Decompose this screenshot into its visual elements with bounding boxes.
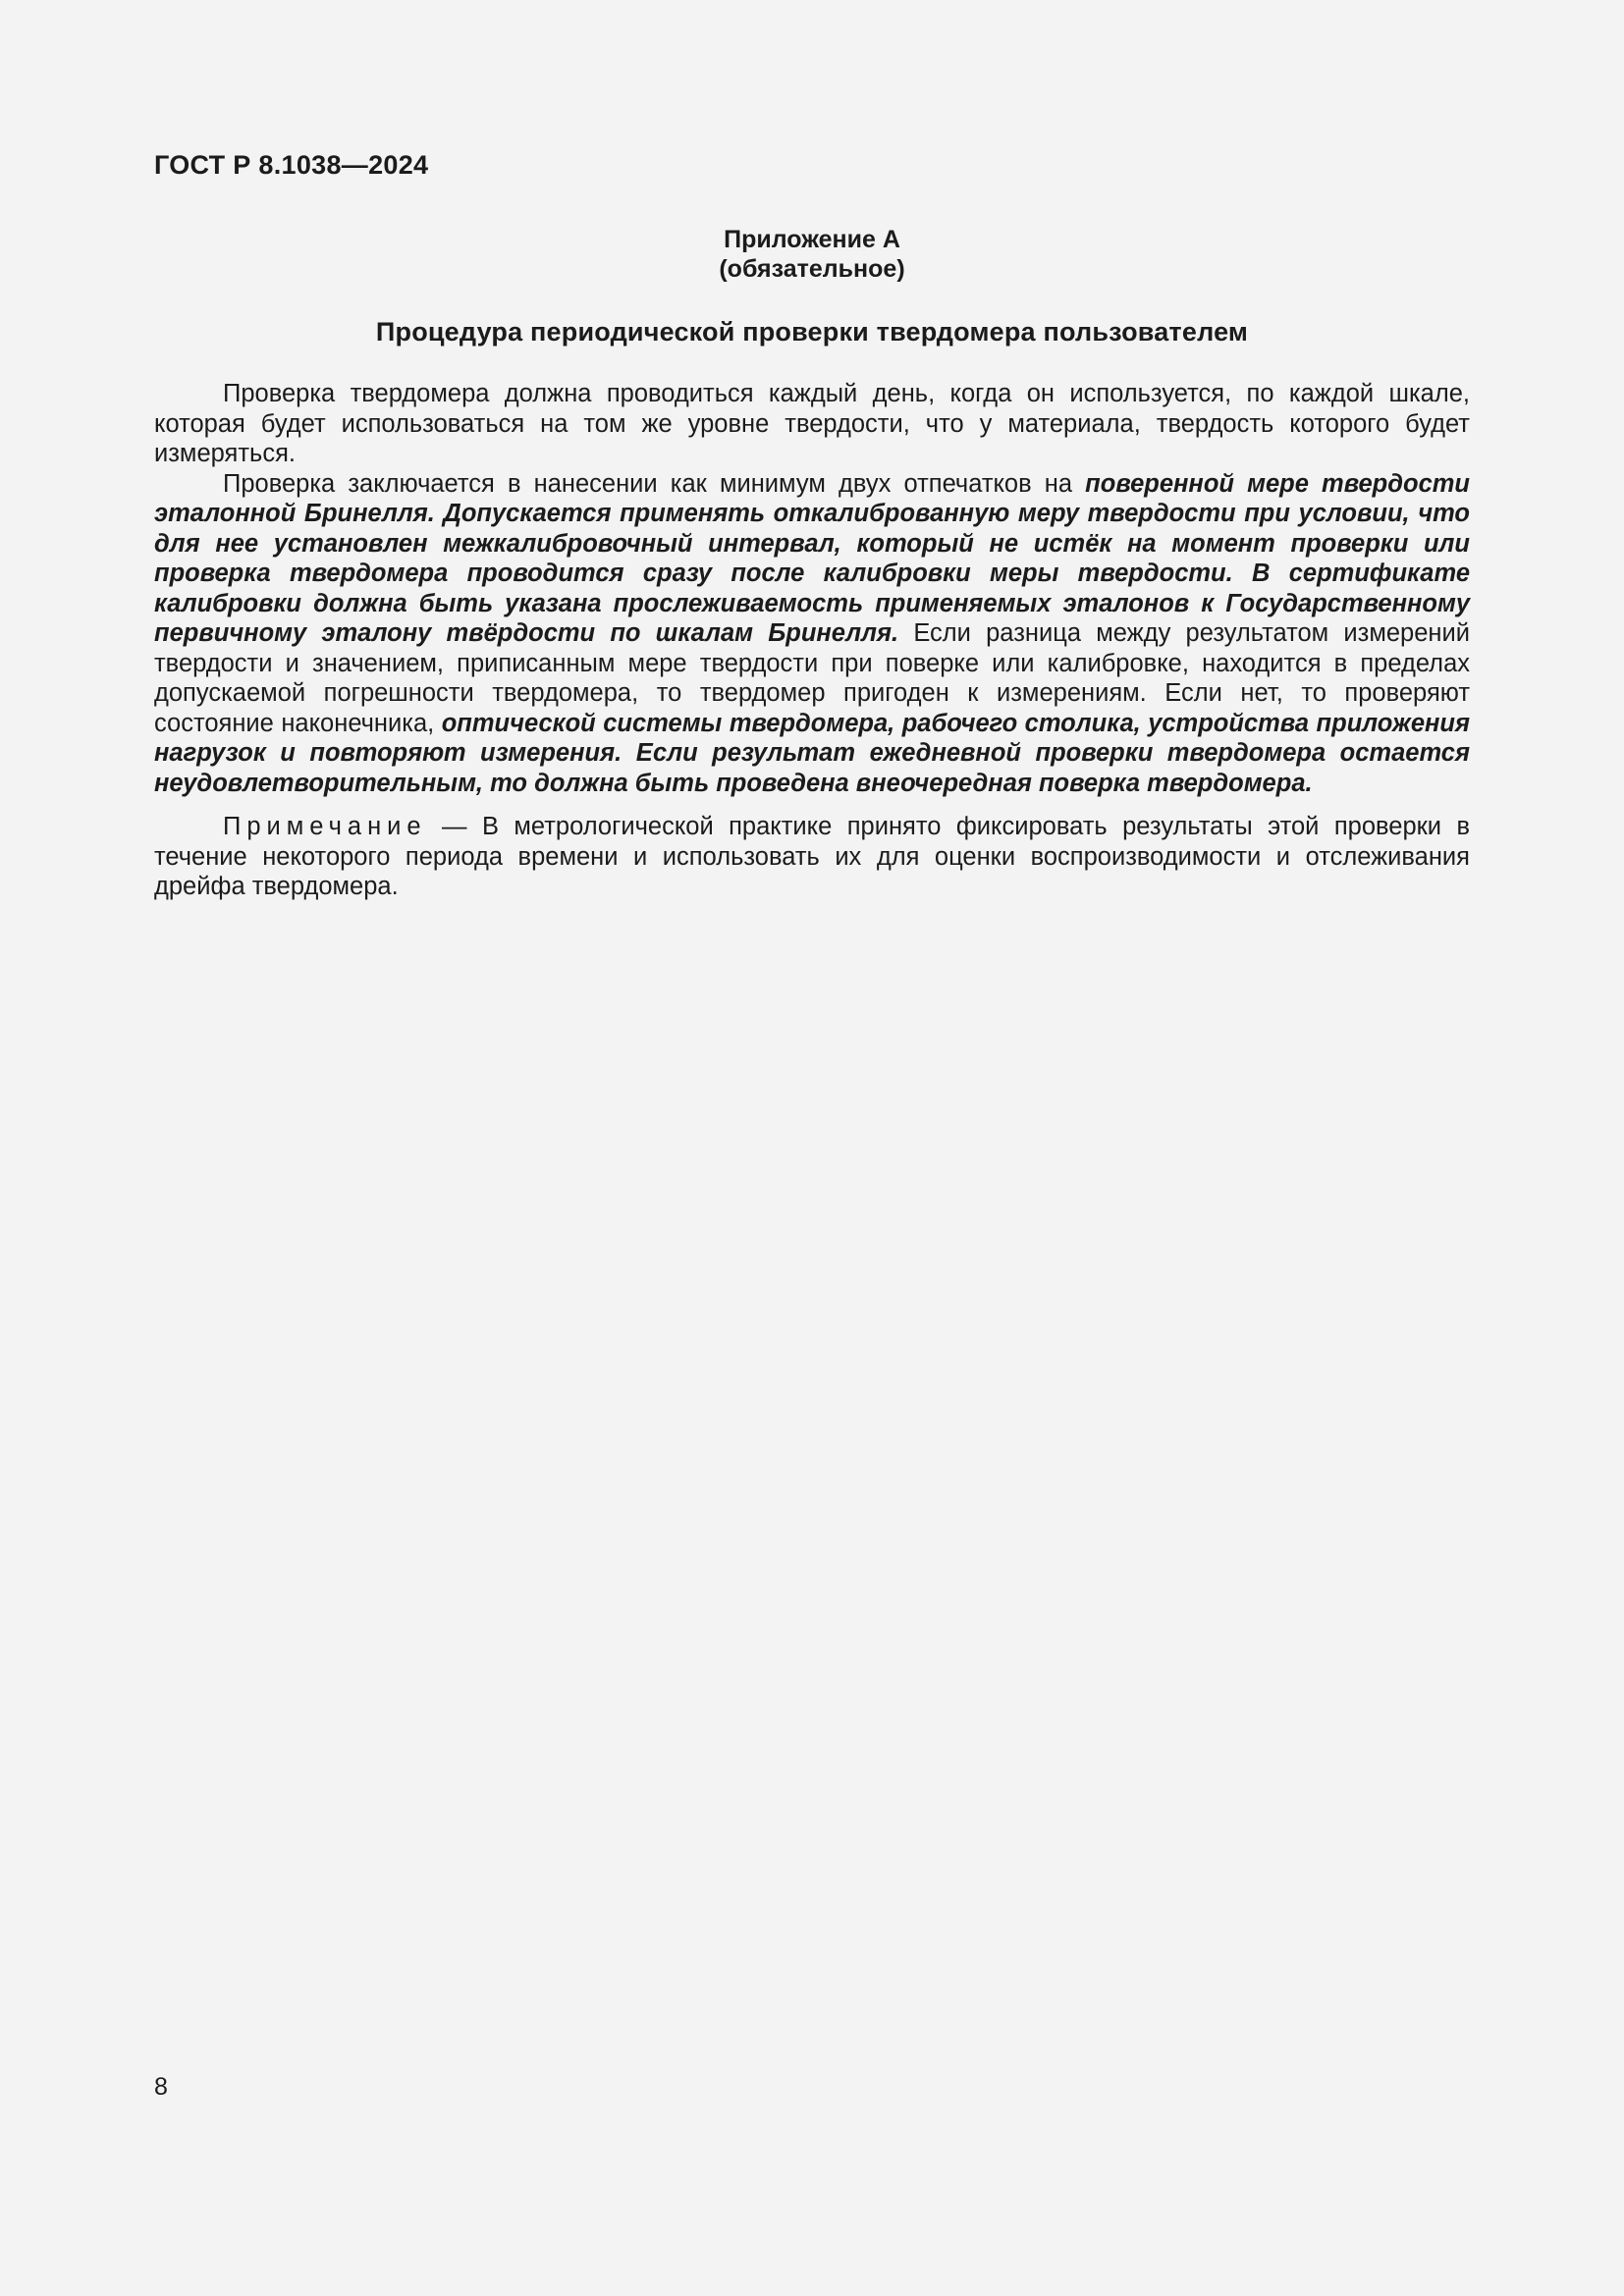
paragraph-2-part-1: Проверка заключается в нанесении как минимум двух отпечатков на bbox=[223, 469, 1086, 498]
appendix-status: (обязательное) bbox=[719, 255, 905, 283]
paragraph-2-part-3: Если разница между результатом измерений твердости и значением, приписанным мере твердости при поверке или калибровке, находится в пределах допускаемой погрешности твердомера, то твердомер пригоден к измерениям. Если нет, то проверяют состояние наконечника, bbox=[154, 619, 1470, 737]
paragraph-2 bbox=[154, 469, 1470, 799]
note-paragraph bbox=[154, 812, 1470, 902]
standard-header: ГОСТ Р 8.1038—2024 bbox=[154, 150, 429, 180]
note-text: — В метрологической практике принято фиксировать результаты этой проверки в течение некоторого периода времени и использовать их для оценки воспроизводимости и отслеживания дрейфа твердомера. bbox=[154, 813, 1470, 900]
page-number: 8 bbox=[154, 2073, 168, 2101]
section-title: Процедура периодической проверки твердомера пользователем bbox=[375, 317, 1249, 347]
appendix-title: Приложение А bbox=[724, 226, 900, 253]
paragraph-2-emphasis-2: оптической системы твердомера, рабочего столика, устройства приложения нагрузок и повторяют измерения. Если результат ежедневной проверки твердомера остается неудовлетворительным, то должна быть проведена внеочередная поверка твердомера. bbox=[154, 709, 1470, 797]
body-text bbox=[154, 379, 1470, 902]
note-label: Примечание bbox=[223, 813, 427, 840]
paragraph-2-emphasis-1: поверенной мере твердости эталонной Бринелля. Допускается применять откалиброванную меру твердости при условии, что для нее установлен межкалибровочный интервал, который не истёк на момент проверки или проверка твердомера проводится сразу после калибровки меры твердости. В сертификате калибровки должна быть указана прослеживаемость применяемых эталонов к Государственному первичному эталону твёрдости по шкалам Бринелля. bbox=[154, 469, 1470, 647]
paragraph-1: Проверка твердомера должна проводиться каждый день, когда он используется, по каждой шкале, которая будет использоваться на том же уровне твердости, что у материала, твердость которого будет измеряться. bbox=[154, 380, 1470, 467]
appendix-heading bbox=[154, 225, 1470, 284]
